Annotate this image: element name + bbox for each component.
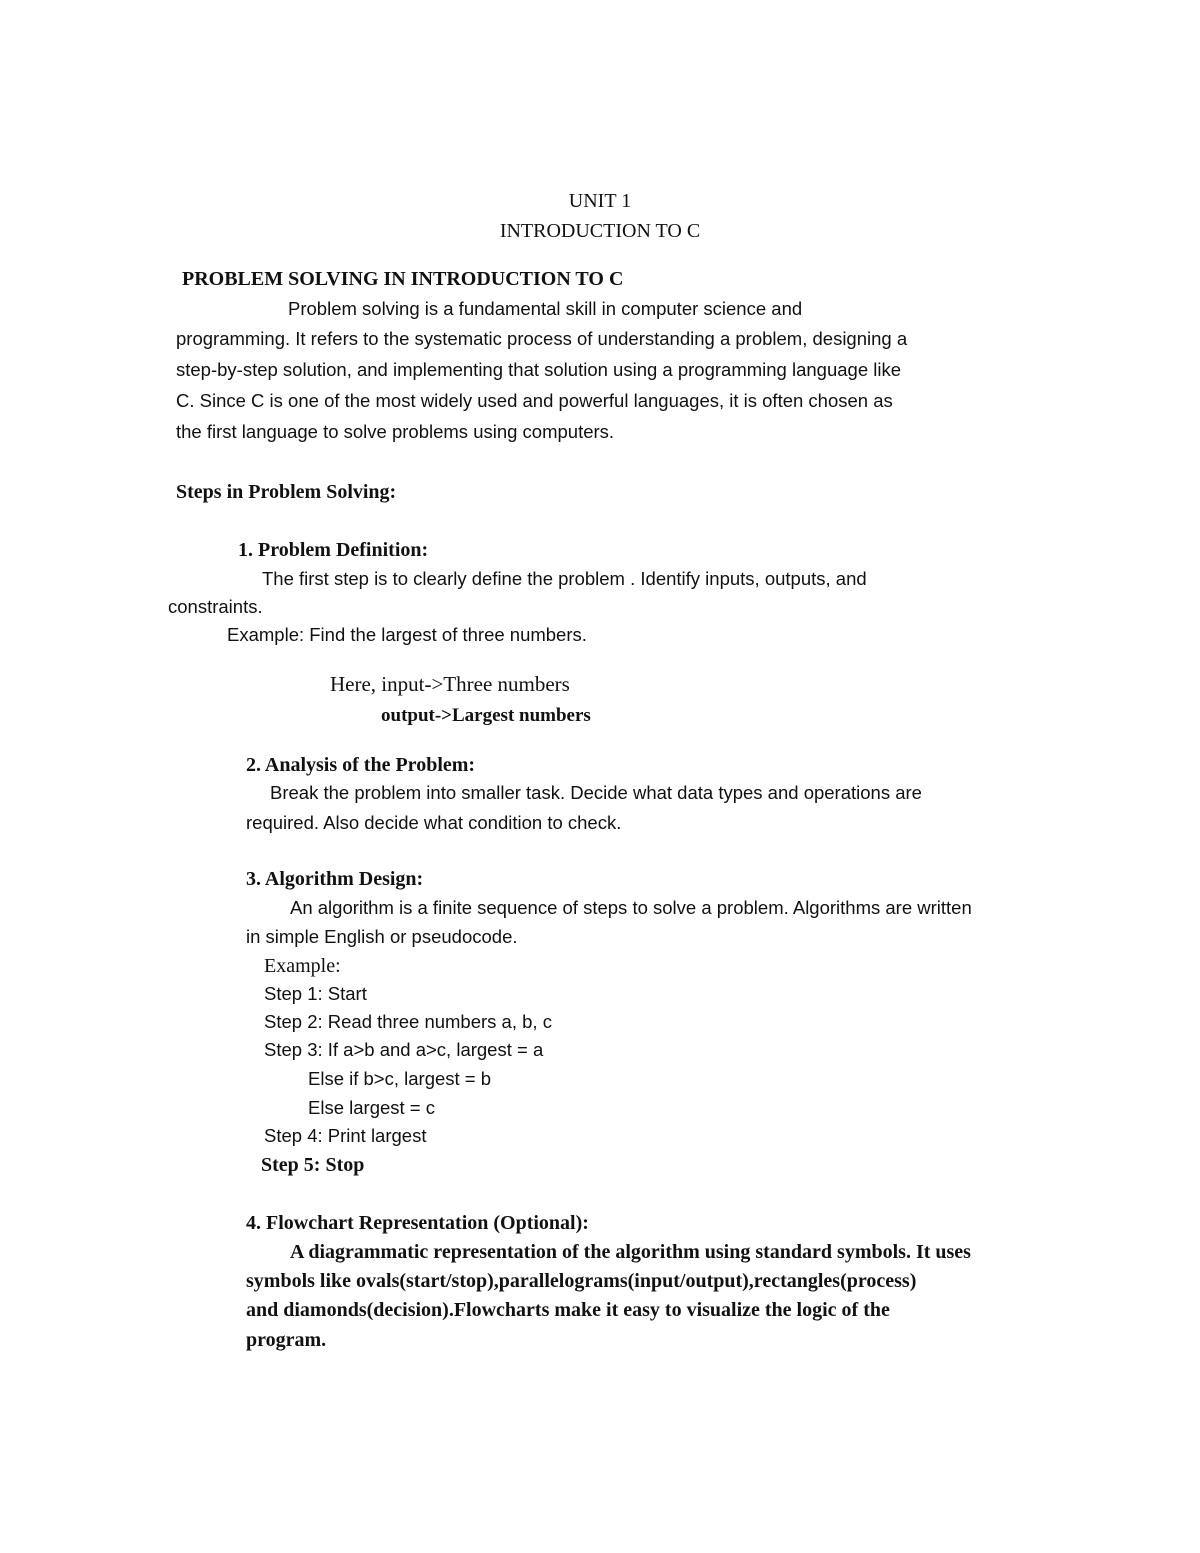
unit-title: UNIT 1 — [568, 190, 632, 212]
step1-example: Example: Find the largest of three numbers. — [227, 624, 587, 645]
step2-line: Break the problem into smaller task. Decide what data types and operations are — [270, 782, 922, 803]
intro-line: the first language to solve problems using computers. — [176, 421, 615, 442]
step2-heading: 2. Analysis of the Problem: — [246, 754, 476, 776]
step4-line: A diagrammatic representation of the algorithm using standard symbols. It uses — [290, 1241, 971, 1263]
step4-line: symbols like ovals(start/stop),parallelograms(input/output),rectangles(process) — [246, 1270, 917, 1292]
step1-line: The first step is to clearly define the problem . Identify inputs, outputs, and — [262, 568, 867, 589]
step4-heading: 4. Flowchart Representation (Optional): — [246, 1212, 589, 1234]
intro-line: Problem solving is a fundamental skill in computer science and — [288, 298, 803, 319]
step1-heading: 1. Problem Definition: — [238, 539, 429, 561]
step3-line: in simple English or pseudocode. — [246, 926, 518, 947]
step3-line: An algorithm is a finite sequence of steps to solve a problem. Algorithms are written — [290, 897, 972, 918]
step3-example-label: Example: — [264, 955, 341, 977]
algo-step: Step 2: Read three numbers a, b, c — [264, 1011, 552, 1032]
step1-line: constraints. — [168, 596, 263, 617]
intro-heading: PROBLEM SOLVING IN INTRODUCTION TO C — [182, 268, 624, 290]
intro-line: programming. It refers to the systematic process of understanding a problem, designing a — [176, 328, 908, 349]
step1-output-line: output->Largest numbers — [381, 705, 591, 726]
step1-input-line: Here, input->Three numbers — [330, 672, 570, 696]
intro-line: step-by-step solution, and implementing that solution using a programming language like — [176, 359, 902, 380]
algo-step: Else if b>c, largest = b — [308, 1068, 492, 1089]
steps-heading: Steps in Problem Solving: — [176, 481, 397, 503]
intro-line: C. Since C is one of the most widely used and powerful languages, it is often chosen as — [176, 390, 893, 411]
algo-step: Else largest = c — [308, 1097, 435, 1118]
step2-line: required. Also decide what condition to check. — [246, 812, 622, 833]
subject-title: INTRODUCTION TO C — [499, 220, 701, 242]
algo-step: Step 3: If a>b and a>c, largest = a — [264, 1039, 544, 1060]
step4-line: program. — [246, 1329, 327, 1351]
algo-step: Step 1: Start — [264, 983, 367, 1004]
step4-line: and diamonds(decision).Flowcharts make it easy to visualize the logic of the — [246, 1299, 890, 1321]
algo-step: Step 4: Print largest — [264, 1125, 427, 1146]
step3-heading: 3. Algorithm Design: — [246, 868, 424, 890]
algo-step: Step 5: Stop — [261, 1154, 365, 1176]
